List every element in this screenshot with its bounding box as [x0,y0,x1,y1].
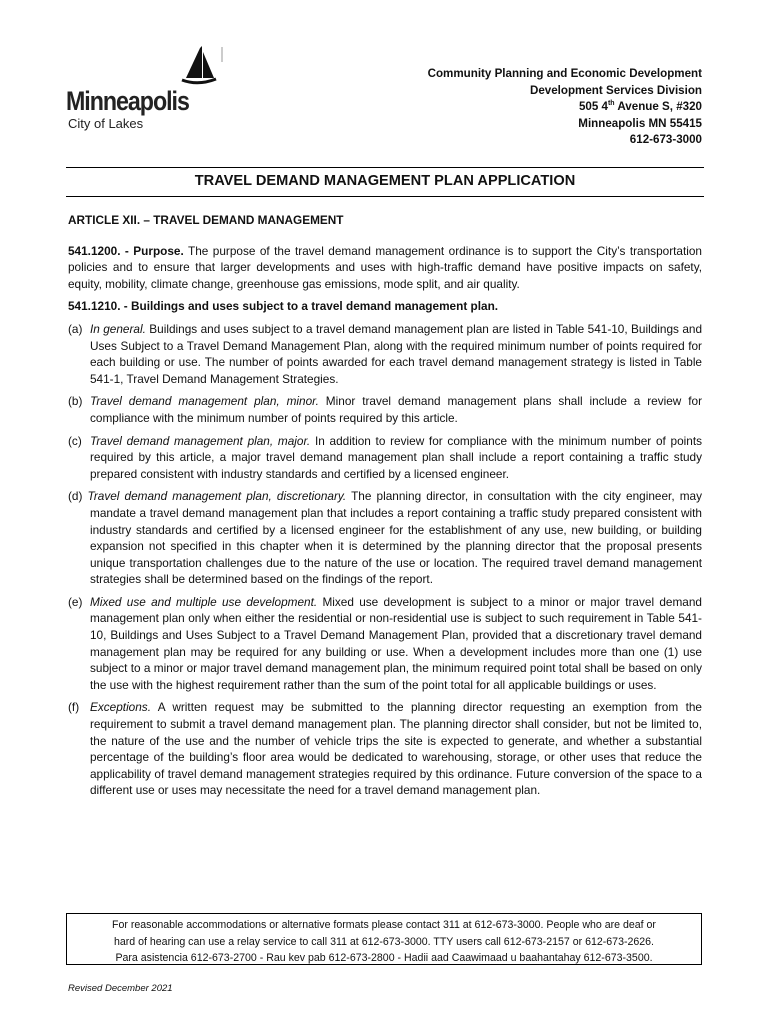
notice-line: hard of hearing can use a relay service to call 311 at 612-673-3000. TTY users call 612-673-2157 or 612-673-2626. [113,935,655,948]
street-address: 505 4th Avenue S, #320 [578,100,702,114]
section-heading: 541.1210. - Buildings and uses subject to a travel demand management plan. [68,299,499,314]
notice-line: Para asistencia 612-673-2700 - Rau kev pab 612-673-2800 - Hadii aad Caawimaad u baahantahay 612-673-3500. [115,952,653,964]
phone-number: 612-673-3000 [629,133,702,147]
city-state-zip: Minneapolis MN 55415 [578,116,702,130]
document-body [68,212,702,805]
list-item: (e) Mixed use and multiple use development. Mixed use development is subject to a minor or major travel demand management plan only when either the residential or non-residential use is subject to such requirement in Table 541-10, Buildings and Uses Subject to a Travel Demand Management Plan, provided that a discretionary travel demand management plan may be required for any building or use. When a development includes more than one (1) use subject to a minor or major travel demand management plan, the minimum required point total shall be based on only the use with the highest requirement rather than the sum of the point total for all applicable buildings or uses. [68,594,702,692]
list-item: (f) Exceptions. A written request may be submitted to the planning director requesting an exemption from the requirement to submit a travel demand management plan. The planning director shall consider, but not be limited to, the nature of the use and the number of vehicle trips the site is expected to generate, and whether a substantial percentage of the building’s floor area would be dedicated to warehousing, storage, or other uses that reduce the applicability of travel demand management strategies required by this ordinance. Future conversion of the space to a different use or uses may necessitate the need for a travel demand management plan. [68,700,702,798]
accessibility-notice [66,913,702,965]
address-line: Community Planning and Economic Development [427,67,702,80]
city-name: Minneapolis [66,86,189,116]
department-address [428,66,702,149]
list-item: (d) Travel demand management plan, discretionary. The planning director, in consultation with the city engineer, may mandate a travel demand management plan that includes a report containing a traffic study prepared consistent with industry standards and certified by a licensed engineer for the establishment of any use, new building, or building expansion not specified in this chapter when it is determined by the planning director that the proposal presents unique transportation challenges due to the nature of the use or location. The required travel demand management strategies shall be determined based on the findings of the report. [68,489,702,587]
revision-date: Revised December 2021 [68,983,173,994]
title-rule-top [66,167,704,168]
notice-line: For reasonable accommodations or alternative formats please contact 311 at 612-673-3000. People who are deaf or [112,919,656,931]
list-item: (a) In general. Buildings and uses subject to a travel demand management plan are listed in Table 541-10, Buildings and Uses Subject to a Travel Demand Management Plan, along with the required minimum number of points required for each building or use. The number of points awarded for each travel demand management strategy is listed in Table 541-1, Travel Demand Management Strategies. [68,321,703,386]
city-logo [66,44,226,134]
page-title: TRAVEL DEMAND MANAGEMENT PLAN APPLICATION [194,173,576,189]
article-heading: ARTICLE XII. – TRAVEL DEMAND MANAGEMENT [68,213,344,227]
title-rule-bottom [66,196,704,197]
city-tagline: City of Lakes [68,116,144,131]
list-item: (b) Travel demand management plan, minor. Minor travel demand management plans shall include a review for compliance with the minimum number of points required by this article. [68,394,702,425]
list-item: (c) Travel demand management plan, major. In addition to review for compliance with the minimum number of points required by this article, a major travel demand management plan shall include a report containing a traffic study prepared consistent with industry standards and certified by a licensed engineer. [68,433,702,481]
address-line: Development Services Division [529,83,702,97]
purpose-paragraph: 541.1200. - Purpose. The purpose of the travel demand management ordinance is to support the City’s transportation policies and to ensure that larger developments and uses with high-traffic demand have positive impacts on safety, equity, mobility, climate change, greenhouse gas emissions, mode split, and air quality. [68,243,702,291]
